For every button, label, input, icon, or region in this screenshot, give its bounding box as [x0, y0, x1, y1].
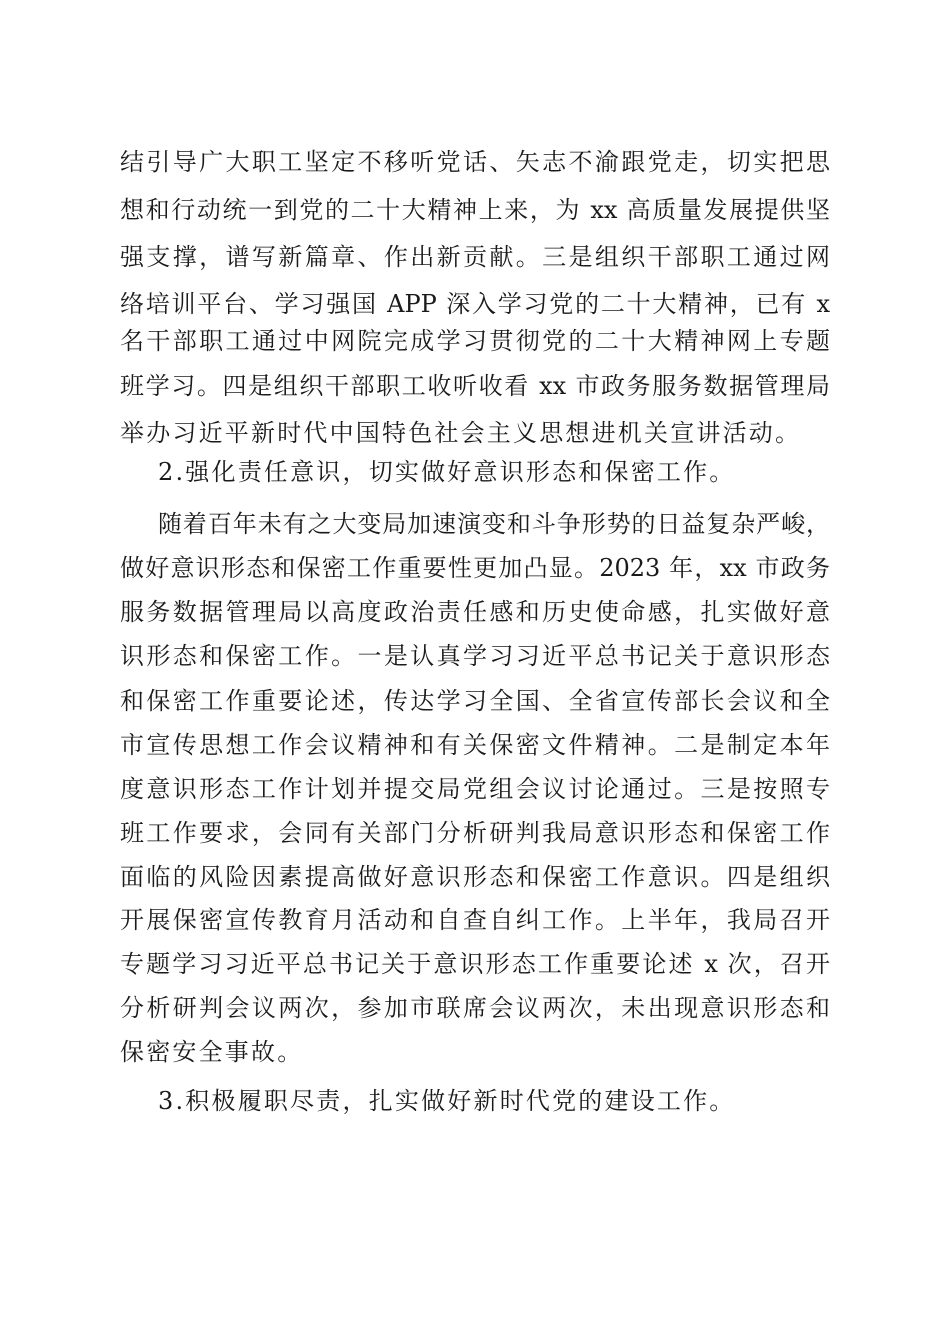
- text-line: 想和行动统一到党的二十大精神上来，为 xx 高质量发展提供坚: [120, 196, 830, 224]
- text-line: 开展保密宣传教育月活动和自查自纠工作。上半年，我局召开: [120, 906, 830, 934]
- text-line: 和保密工作重要论述，传达学习全国、全省宣传部长会议和全: [120, 687, 830, 715]
- text-line: 识形态和保密工作。一是认真学习习近平总书记关于意识形态: [120, 642, 830, 670]
- text-line: 面临的风险因素提高做好意识形态和保密工作意识。四是组织: [120, 863, 830, 891]
- text-line: 做好意识形态和保密工作重要性更加凸显。2023 年，xx 市政务: [120, 554, 830, 582]
- text-line: 班学习。四是组织干部职工收听收看 xx 市政务服务数据管理局: [120, 372, 830, 400]
- text-line: 随着百年未有之大变局加速演变和斗争形势的日益复杂严峻，: [158, 510, 830, 538]
- text-line: 市宣传思想工作会议精神和有关保密文件精神。二是制定本年: [120, 731, 830, 759]
- text-line: 班工作要求，会同有关部门分析研判我局意识形态和保密工作: [120, 819, 830, 847]
- text-line: 名干部职工通过中网院完成学习贯彻党的二十大精神网上专题: [120, 327, 830, 355]
- section-heading: 2.强化责任意识，切实做好意识形态和保密工作。: [158, 458, 736, 486]
- text-line: 服务数据管理局以高度政治责任感和历史使命感，扎实做好意: [120, 598, 830, 626]
- text-line: 结引导广大职工坚定不移听党话、矢志不渝跟党走，切实把思: [120, 148, 830, 176]
- text-line: 强支撑，谱写新篇章、作出新贡献。三是组织干部职工通过网: [120, 243, 830, 271]
- text-line: 举办习近平新时代中国特色社会主义思想进机关宣讲活动。: [120, 419, 802, 447]
- text-line: 络培训平台、学习强国 APP 深入学习党的二十大精神，已有 x: [120, 290, 830, 318]
- text-line: 度意识形态工作计划并提交局党组会议讨论通过。三是按照专: [120, 775, 830, 803]
- text-line: 专题学习习近平总书记关于意识形态工作重要论述 x 次，召开: [120, 950, 830, 978]
- text-line: 保密安全事故。: [120, 1038, 304, 1066]
- section-heading: 3.积极履职尽责，扎实做好新时代党的建设工作。: [158, 1087, 736, 1115]
- text-line: 分析研判会议两次，参加市联席会议两次，未出现意识形态和: [120, 994, 830, 1022]
